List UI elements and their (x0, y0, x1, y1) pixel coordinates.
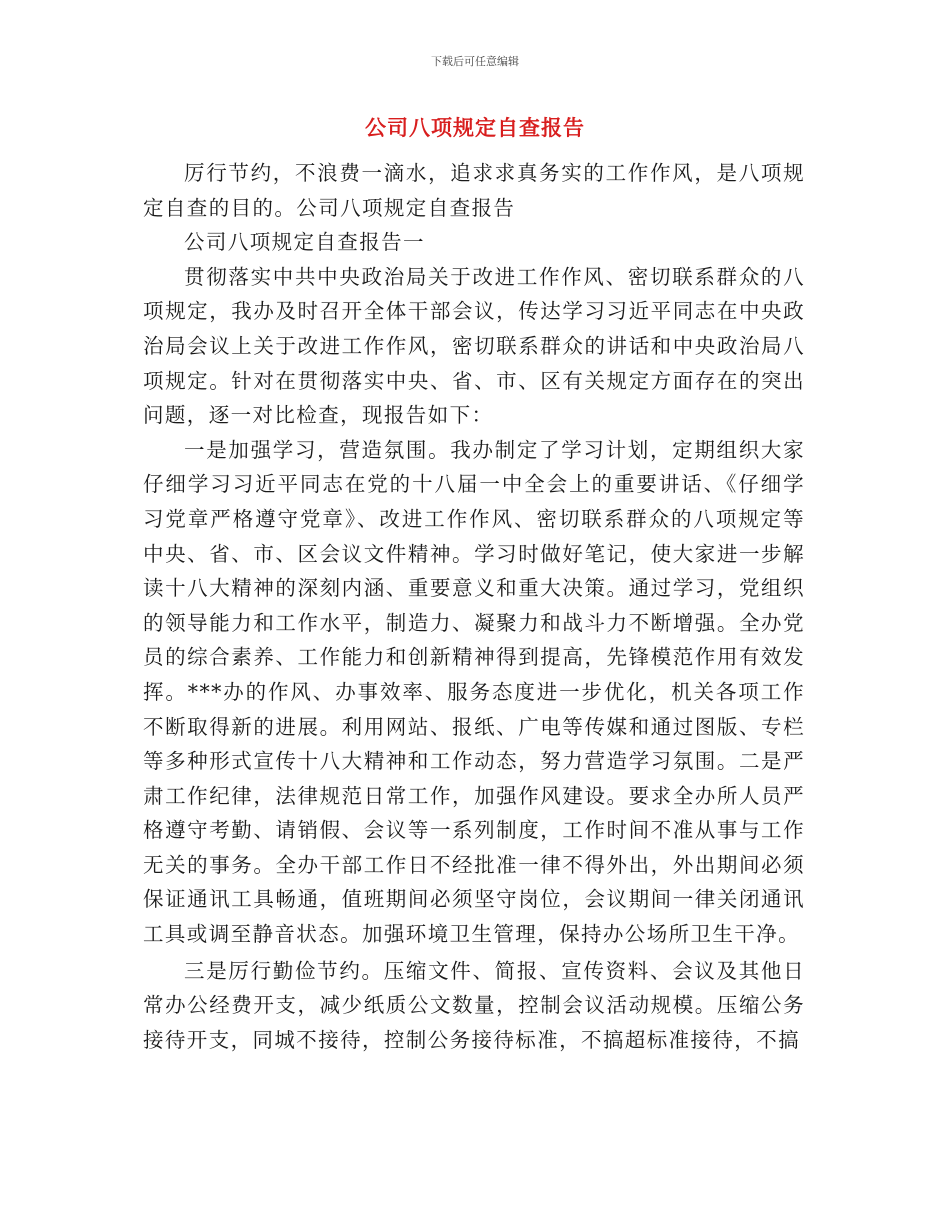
paragraph-section-heading: 公司八项规定自查报告一 (184, 230, 425, 255)
header-note: 下载后可任意编辑 (431, 55, 519, 68)
paragraph-study: 一是加强学习，营造氛围。我办制定了学习计划，定期组织大家仔细学习习近平同志在党的十八届一中全会上的重要讲话、《仔细学习党章严格遵守党章》、改进工作作风、密切联系群众的八项规定等中央、省、市、区会议文件精神。学习时做好笔记，使大家进一步解读十八大精神的深刻内涵、重要意义和重大决策。通过学习，党组织的领导能力和工作水平，制造力、凝聚力和战斗力不断增强。全办党员的综合素养、工作能力和创新精神得到提高，先锋模范作用有效发挥。***办的作风、办事效率、服务态度进一步优化，机关各项工作不断取得新的进展。利用网站、报纸、广电等传媒和通过图版、专栏等多种形式宣传十八大精神和工作动态，努力营造学习氛围。二是严肃工作纪律，法律规范日常工作，加强作风建设。要求全办所人员严格遵守考勤、请销假、会议等一系列制度，工作时间不准从事与工作无关的事务。全办干部工作日不经批准一律不得外出，外出期间必须保证通讯工具畅通，值班期间必须坚守岗位，会议期间一律关闭通讯工具或调至静音状态。加强环境卫生管理，保持办公场所卫生干净。 (143, 437, 805, 947)
paragraph-frugality: 三是厉行勤俭节约。压缩文件、简报、宣传资料、会议及其他日常办公经费开支，减少纸质公文数量，控制会议活动规模。压缩公务接待开支，同城不接待，控制公务接待标准，不搞超标准接待，不搞 (143, 958, 805, 1052)
paragraph-intro: 厉行节约，不浪费一滴水，追求求真务实的工作作风，是八项规定自查的目的。公司八项规定自查报告 (143, 161, 805, 220)
document-body (143, 156, 805, 1057)
paragraph-implementation: 贯彻落实中共中央政治局关于改进工作作风、密切联系群众的八项规定，我办及时召开全体干部会议，传达学习习近平同志在中央政治局会议上关于改进工作作风，密切联系群众的讲话和中央政治局八项规定。针对在贯彻落实中央、省、市、区有关规定方面存在的突出问题，逐一对比检查，现报告如下： (143, 264, 805, 428)
document-title: 公司八项规定自查报告 (365, 116, 585, 140)
